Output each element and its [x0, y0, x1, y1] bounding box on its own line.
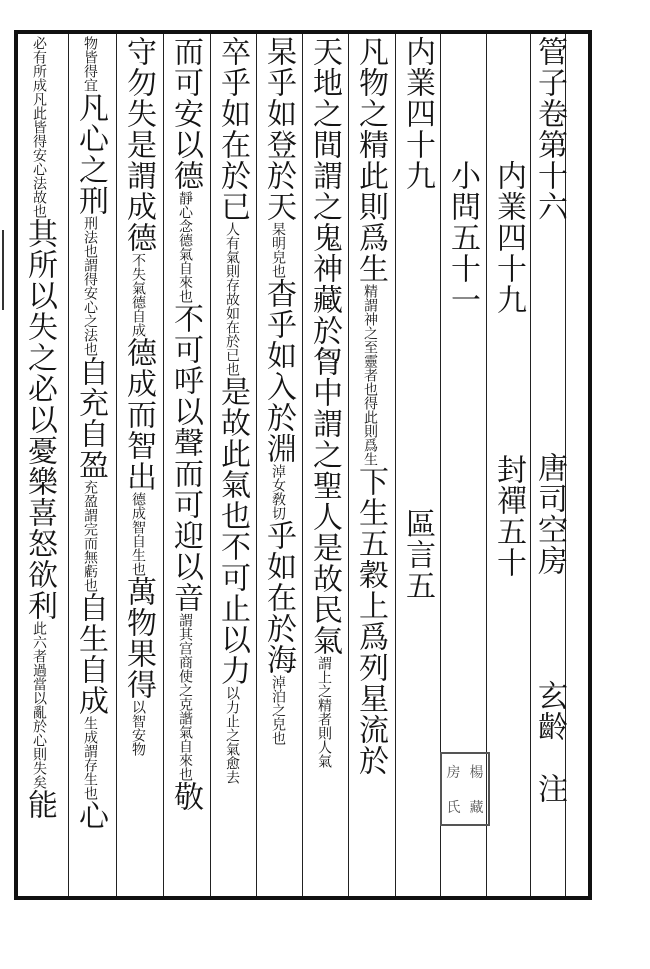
commentary-text: 物皆得宜 [82, 36, 98, 92]
commentary-text: 精謂神之至靈者也得此則爲生 [362, 284, 378, 466]
seal-glyph: 藏 [469, 799, 484, 816]
text-column [307, 36, 342, 768]
commentary-text: 淖女敎切 [270, 464, 286, 520]
main-text: 自充自盈 [73, 356, 108, 480]
main-text: 凡心之刑 [73, 92, 108, 216]
main-text: 而可安以德 [168, 36, 203, 191]
commentary-text: 此六者過當以亂於心則失矣 [31, 621, 47, 789]
commentary-text: 刑法也謂得安心之法也 [82, 216, 98, 356]
main-text: 自生自成 [73, 592, 108, 716]
text-column [121, 36, 156, 756]
seal-glyph: 氏 [446, 799, 461, 816]
toc-entry: 内業四十九 [491, 160, 526, 315]
text-column [215, 36, 250, 784]
main-text: 卒乎如在於已 [215, 36, 250, 222]
column-rule [210, 34, 211, 896]
column-rule [68, 34, 69, 896]
seal-glyph: 房 [446, 764, 461, 781]
commentary-text: 以力止之氣愈去 [224, 686, 240, 784]
main-text: 杲乎如登於天 [261, 36, 296, 222]
commentary-text: 生成謂存生也 [82, 716, 98, 800]
main-text: 萬物果得 [121, 576, 156, 700]
commentary-text: 不失氣德自成 [130, 253, 146, 337]
commentary-text: 必有所成凡此皆得安心法故也 [31, 36, 47, 218]
commentary-text: 靜心念德氣自來也 [177, 191, 193, 303]
column-rule [348, 34, 349, 896]
commentary-text: 謂上之精者則人氣 [316, 656, 332, 768]
seal-glyph: 楊 [469, 764, 484, 781]
main-text: 敬 [168, 781, 203, 812]
text-column [73, 36, 108, 831]
commentary-text: 充盈謂完而無虧也 [82, 480, 98, 592]
column-rule [395, 34, 396, 896]
main-text: 乎如在於海 [261, 520, 296, 675]
main-text: 是故此氣也不可止以力 [215, 376, 250, 686]
section-heading-tail: 區言五 [400, 508, 435, 601]
main-text: 凡物之精此則爲生 [353, 36, 388, 284]
main-text: 德成而智出 [121, 337, 156, 492]
author-credit-end: 玄齡 注 [532, 680, 567, 804]
commentary-text: 人有氣則存故如在於已也 [224, 222, 240, 376]
main-text: 杳乎如入於淵 [261, 278, 296, 464]
main-text: 守勿失是謂成德 [121, 36, 156, 253]
text-column [22, 36, 57, 820]
column-rule [163, 34, 164, 896]
commentary-text: 德成智自生也 [130, 492, 146, 576]
commentary-text: 淖泊之皃也 [270, 675, 286, 745]
text-column [168, 36, 203, 812]
text-column [353, 36, 388, 776]
main-text: 其所以失之必以憂樂喜怒欲利 [22, 218, 57, 621]
main-text: 能 [22, 789, 57, 820]
main-text: 下生五穀上爲列星流於 [353, 466, 388, 776]
main-text: 不可呼以聲而可迎以音 [168, 303, 203, 613]
commentary-text: 謂其宫商使之克諧氣自來也 [177, 613, 193, 781]
text-column [261, 36, 296, 745]
commentary-text: 杲明皃也 [270, 222, 286, 278]
author-credit: 唐司空房 [532, 452, 567, 576]
column-rule [256, 34, 257, 896]
main-text: 心 [73, 800, 108, 831]
collector-seal [440, 752, 490, 826]
column-rule [116, 34, 117, 896]
column-rule [530, 34, 531, 896]
margin-mark [2, 230, 16, 310]
column-rule [302, 34, 303, 896]
toc-entry: 小問五十一 [445, 160, 480, 315]
main-text: 天地之間謂之鬼神藏於胷中謂之聖人是故民氣 [307, 36, 342, 656]
section-heading: 内業四十九 [400, 36, 435, 191]
chapter-title: 管子卷第十六 [532, 36, 567, 222]
toc-entry: 封禪五十 [491, 454, 526, 578]
commentary-text: 以智安物 [130, 700, 146, 756]
